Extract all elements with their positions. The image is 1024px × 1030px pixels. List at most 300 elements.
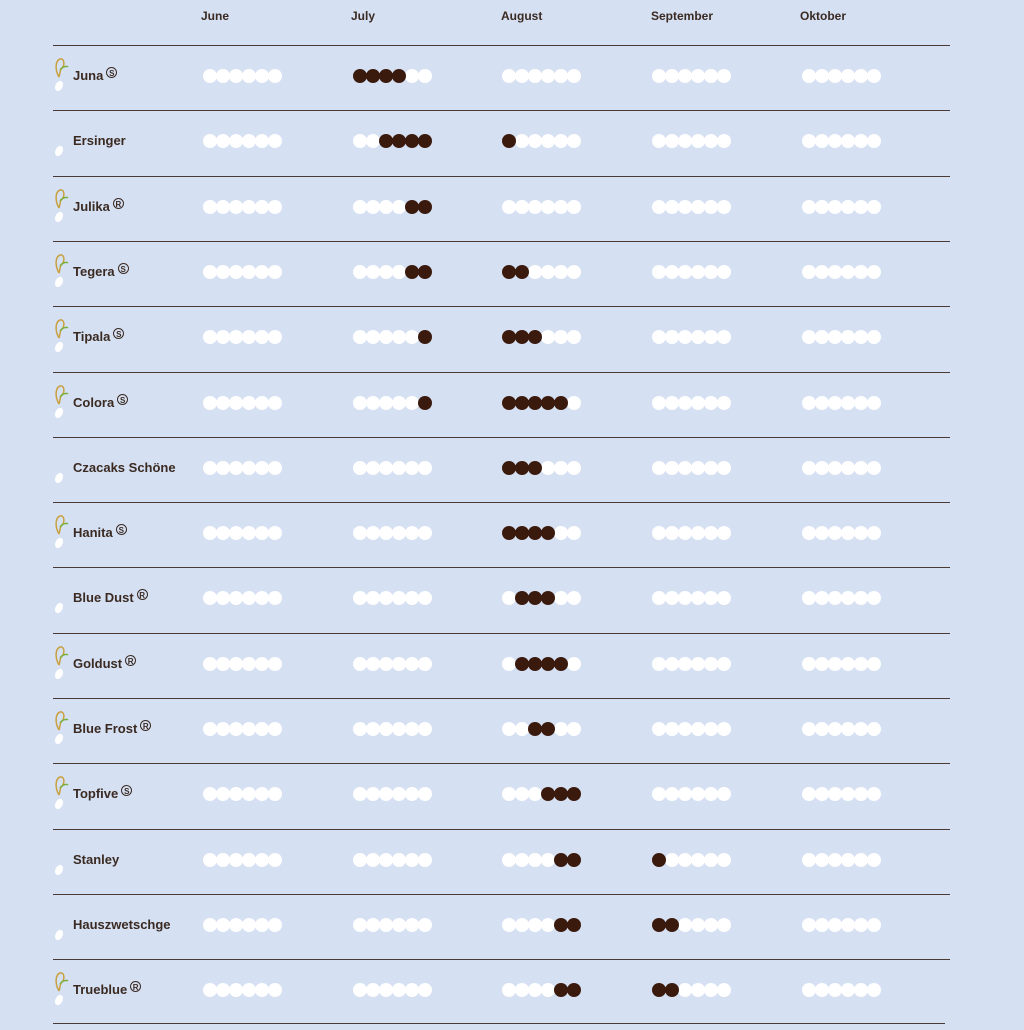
empty-dot [255, 526, 269, 540]
empty-dot [268, 918, 282, 932]
empty-dot [229, 330, 243, 344]
variety-mark-badge: R [113, 198, 124, 209]
empty-dot [392, 526, 406, 540]
empty-dot [216, 330, 230, 344]
empty-dot [567, 330, 581, 344]
month-dot-group [802, 69, 881, 83]
empty-dot [815, 983, 829, 997]
month-dot-group [203, 134, 282, 148]
ripe-dot [554, 787, 568, 801]
empty-dot [353, 265, 367, 279]
empty-dot [242, 918, 256, 932]
empty-dot [717, 265, 731, 279]
empty-dot [854, 134, 868, 148]
empty-dot [854, 200, 868, 214]
empty-dot [802, 722, 816, 736]
empty-dot [528, 200, 542, 214]
empty-dot [867, 330, 881, 344]
empty-dot [802, 134, 816, 148]
empty-dot [216, 461, 230, 475]
empty-dot [567, 134, 581, 148]
empty-dot [203, 134, 217, 148]
ripe-dot [652, 918, 666, 932]
empty-dot [867, 918, 881, 932]
empty-dot [268, 134, 282, 148]
empty-dot [704, 983, 718, 997]
month-dot-group [652, 657, 731, 671]
ripe-dot [554, 983, 568, 997]
empty-dot [216, 722, 230, 736]
empty-dot [717, 69, 731, 83]
empty-dot [665, 722, 679, 736]
empty-dot [691, 265, 705, 279]
empty-dot [392, 396, 406, 410]
empty-dot [554, 722, 568, 736]
empty-dot [867, 200, 881, 214]
empty-dot [678, 134, 692, 148]
empty-dot [502, 69, 516, 83]
empty-dot [379, 526, 393, 540]
variety-label [73, 590, 148, 605]
month-dot-group [802, 787, 881, 801]
empty-dot [678, 330, 692, 344]
empty-dot [216, 983, 230, 997]
empty-dot [567, 657, 581, 671]
self-fertile-tree-icon [52, 514, 72, 550]
empty-dot [216, 265, 230, 279]
empty-dot [216, 918, 230, 932]
empty-dot [802, 526, 816, 540]
empty-dot [502, 853, 516, 867]
self-fertile-tree-icon [52, 645, 72, 681]
empty-dot [828, 918, 842, 932]
empty-dot [203, 200, 217, 214]
empty-dot [815, 722, 829, 736]
empty-dot [229, 591, 243, 605]
empty-dot [353, 200, 367, 214]
empty-dot [665, 396, 679, 410]
month-dot-group [353, 200, 432, 214]
empty-dot [255, 853, 269, 867]
empty-dot [366, 526, 380, 540]
empty-dot [255, 200, 269, 214]
empty-dot [353, 526, 367, 540]
variety-label [73, 786, 132, 801]
empty-dot [203, 853, 217, 867]
empty-dot [867, 853, 881, 867]
empty-dot [229, 722, 243, 736]
empty-dot [515, 983, 529, 997]
empty-dot [828, 265, 842, 279]
ripe-dot [405, 265, 419, 279]
empty-dot [418, 591, 432, 605]
empty-dot [841, 265, 855, 279]
empty-dot [854, 918, 868, 932]
variety-mark-badge: S [106, 67, 117, 78]
empty-dot [229, 396, 243, 410]
empty-dot [554, 526, 568, 540]
month-dot-group [652, 265, 731, 279]
empty-dot [704, 265, 718, 279]
ripe-dot [652, 853, 666, 867]
empty-dot [678, 265, 692, 279]
empty-dot [229, 918, 243, 932]
empty-dot [567, 200, 581, 214]
empty-dot [366, 722, 380, 736]
empty-dot [366, 134, 380, 148]
empty-dot [567, 396, 581, 410]
empty-dot [567, 526, 581, 540]
empty-dot [229, 200, 243, 214]
empty-dot [242, 853, 256, 867]
empty-dot [567, 265, 581, 279]
empty-dot [841, 918, 855, 932]
empty-dot [828, 657, 842, 671]
ripe-dot [515, 461, 529, 475]
month-dot-group [353, 591, 432, 605]
table-row [0, 829, 1024, 894]
empty-dot [541, 134, 555, 148]
variety-mark-badge: R [140, 720, 151, 731]
ripe-dot [541, 722, 555, 736]
month-dot-group [353, 853, 432, 867]
variety-label [73, 656, 136, 671]
ripe-dot [554, 853, 568, 867]
month-dot-group [502, 591, 581, 605]
empty-dot [392, 983, 406, 997]
empty-dot [841, 853, 855, 867]
empty-dot [515, 787, 529, 801]
empty-dot [678, 461, 692, 475]
empty-dot [541, 330, 555, 344]
empty-dot [229, 69, 243, 83]
month-dot-group [802, 591, 881, 605]
empty-dot [268, 69, 282, 83]
empty-dot [216, 134, 230, 148]
empty-dot [418, 787, 432, 801]
month-dot-group [203, 853, 282, 867]
empty-dot [815, 657, 829, 671]
table-row [0, 894, 1024, 959]
empty-dot [867, 69, 881, 83]
empty-dot [242, 591, 256, 605]
row-divider [53, 567, 950, 568]
empty-dot [541, 461, 555, 475]
variety-mark-badge: R [130, 981, 141, 992]
empty-dot [255, 722, 269, 736]
empty-dot [678, 722, 692, 736]
empty-dot [255, 983, 269, 997]
ripe-dot [567, 853, 581, 867]
empty-dot [828, 69, 842, 83]
empty-dot [854, 526, 868, 540]
month-dot-group [652, 526, 731, 540]
empty-dot [841, 461, 855, 475]
variety-mark-badge: S [121, 785, 132, 796]
empty-dot [567, 461, 581, 475]
month-dot-group [652, 787, 731, 801]
empty-dot [268, 591, 282, 605]
empty-dot [379, 787, 393, 801]
empty-dot [717, 853, 731, 867]
empty-dot [867, 591, 881, 605]
empty-dot [353, 853, 367, 867]
empty-dot [418, 853, 432, 867]
month-dot-group [203, 396, 282, 410]
ripe-dot [554, 657, 568, 671]
empty-dot [665, 265, 679, 279]
empty-dot [828, 396, 842, 410]
fruit-icon [52, 841, 72, 877]
empty-dot [502, 787, 516, 801]
empty-dot [652, 330, 666, 344]
variety-name: Goldust [73, 655, 123, 671]
empty-dot [502, 722, 516, 736]
variety-mark-badge: S [118, 263, 129, 274]
empty-dot [652, 396, 666, 410]
empty-dot [665, 591, 679, 605]
empty-dot [828, 722, 842, 736]
empty-dot [541, 265, 555, 279]
empty-dot [405, 526, 419, 540]
empty-dot [678, 853, 692, 867]
ripe-dot [528, 722, 542, 736]
empty-dot [828, 134, 842, 148]
variety-name: Ersinger [73, 133, 126, 149]
empty-dot [691, 134, 705, 148]
variety-name: Blue Frost [73, 721, 138, 736]
month-dot-group [353, 526, 432, 540]
empty-dot [515, 200, 529, 214]
empty-dot [405, 657, 419, 671]
empty-dot [678, 591, 692, 605]
month-dot-group [203, 983, 282, 997]
empty-dot [528, 69, 542, 83]
ripe-dot [515, 396, 529, 410]
variety-name: Tegera [73, 263, 115, 279]
month-dot-group [353, 787, 432, 801]
ripe-dot [567, 787, 581, 801]
empty-dot [691, 526, 705, 540]
month-label-june: June [201, 9, 230, 23]
month-dot-group [652, 330, 731, 344]
variety-label [73, 917, 171, 932]
table-row [0, 176, 1024, 241]
empty-dot [353, 657, 367, 671]
empty-dot [502, 591, 516, 605]
empty-dot [841, 787, 855, 801]
empty-dot [255, 461, 269, 475]
empty-dot [691, 983, 705, 997]
empty-dot [379, 591, 393, 605]
ripe-dot [554, 396, 568, 410]
row-divider [53, 176, 950, 177]
empty-dot [268, 657, 282, 671]
month-dot-group [353, 983, 432, 997]
month-dot-group [652, 69, 731, 83]
empty-dot [203, 918, 217, 932]
variety-label [73, 982, 141, 997]
empty-dot [567, 722, 581, 736]
empty-dot [815, 526, 829, 540]
month-dot-group [502, 200, 581, 214]
empty-dot [704, 200, 718, 214]
empty-dot [717, 134, 731, 148]
variety-name: Trueblue [73, 982, 128, 998]
empty-dot [854, 853, 868, 867]
empty-dot [379, 461, 393, 475]
empty-dot [554, 591, 568, 605]
table-bottom-rule [53, 1023, 945, 1024]
variety-label [73, 721, 151, 736]
empty-dot [379, 396, 393, 410]
row-divider [53, 763, 950, 764]
empty-dot [665, 526, 679, 540]
row-divider [53, 502, 950, 503]
month-dot-group [203, 330, 282, 344]
month-dot-group [652, 461, 731, 475]
empty-dot [502, 918, 516, 932]
month-dot-group [802, 983, 881, 997]
empty-dot [418, 526, 432, 540]
month-dot-group [802, 330, 881, 344]
row-divider [53, 698, 950, 699]
empty-dot [528, 787, 542, 801]
empty-dot [802, 657, 816, 671]
self-fertile-tree-icon [52, 710, 72, 746]
empty-dot [528, 853, 542, 867]
empty-dot [802, 265, 816, 279]
empty-dot [554, 461, 568, 475]
month-dot-group [652, 134, 731, 148]
empty-dot [528, 918, 542, 932]
empty-dot [366, 983, 380, 997]
empty-dot [802, 200, 816, 214]
ripe-dot [366, 69, 380, 83]
empty-dot [405, 330, 419, 344]
row-divider [53, 894, 950, 895]
empty-dot [802, 330, 816, 344]
empty-dot [867, 265, 881, 279]
empty-dot [854, 722, 868, 736]
empty-dot [379, 918, 393, 932]
empty-dot [353, 787, 367, 801]
ripe-dot [515, 330, 529, 344]
variety-mark-badge: S [113, 328, 124, 339]
empty-dot [216, 853, 230, 867]
month-dot-group [502, 265, 581, 279]
empty-dot [502, 657, 516, 671]
ripe-dot [541, 396, 555, 410]
month-dot-group [502, 983, 581, 997]
empty-dot [802, 983, 816, 997]
variety-name: Tipala [73, 329, 111, 345]
empty-dot [704, 657, 718, 671]
self-fertile-tree-icon [52, 253, 72, 289]
empty-dot [802, 591, 816, 605]
month-dot-group [802, 461, 881, 475]
empty-dot [717, 657, 731, 671]
empty-dot [366, 461, 380, 475]
month-dot-group [652, 722, 731, 736]
variety-label [73, 264, 129, 279]
month-dot-group [353, 69, 432, 83]
row-divider [53, 829, 950, 830]
empty-dot [678, 657, 692, 671]
month-dot-group [502, 853, 581, 867]
ripe-dot [528, 657, 542, 671]
empty-dot [665, 134, 679, 148]
row-divider [53, 437, 950, 438]
table-row [0, 45, 1024, 110]
empty-dot [255, 134, 269, 148]
empty-dot [554, 330, 568, 344]
table-row [0, 110, 1024, 175]
empty-dot [841, 134, 855, 148]
empty-dot [255, 657, 269, 671]
table-row [0, 306, 1024, 371]
ripe-dot [502, 265, 516, 279]
empty-dot [379, 722, 393, 736]
empty-dot [678, 396, 692, 410]
empty-dot [366, 265, 380, 279]
empty-dot [203, 265, 217, 279]
empty-dot [353, 461, 367, 475]
empty-dot [828, 461, 842, 475]
empty-dot [691, 722, 705, 736]
empty-dot [392, 461, 406, 475]
empty-dot [854, 396, 868, 410]
empty-dot [678, 918, 692, 932]
empty-dot [268, 526, 282, 540]
variety-name: Colora [73, 394, 115, 410]
empty-dot [418, 983, 432, 997]
empty-dot [242, 134, 256, 148]
month-dot-group [502, 526, 581, 540]
empty-dot [229, 134, 243, 148]
month-dot-group [802, 526, 881, 540]
empty-dot [841, 983, 855, 997]
table-row [0, 633, 1024, 698]
empty-dot [665, 461, 679, 475]
empty-dot [828, 526, 842, 540]
empty-dot [841, 591, 855, 605]
empty-dot [203, 722, 217, 736]
empty-dot [704, 591, 718, 605]
empty-dot [229, 265, 243, 279]
empty-dot [242, 722, 256, 736]
month-dot-group [502, 918, 581, 932]
month-dot-group [652, 983, 731, 997]
ripe-dot [528, 591, 542, 605]
empty-dot [353, 983, 367, 997]
empty-dot [418, 722, 432, 736]
variety-label [73, 199, 124, 214]
empty-dot [828, 983, 842, 997]
table-row [0, 567, 1024, 632]
empty-dot [717, 722, 731, 736]
variety-label [73, 133, 126, 148]
empty-dot [828, 330, 842, 344]
empty-dot [841, 69, 855, 83]
empty-dot [554, 69, 568, 83]
ripe-dot [515, 657, 529, 671]
month-dot-group [502, 722, 581, 736]
empty-dot [392, 657, 406, 671]
variety-name: Topfive [73, 786, 119, 802]
empty-dot [366, 396, 380, 410]
variety-label [73, 329, 124, 344]
